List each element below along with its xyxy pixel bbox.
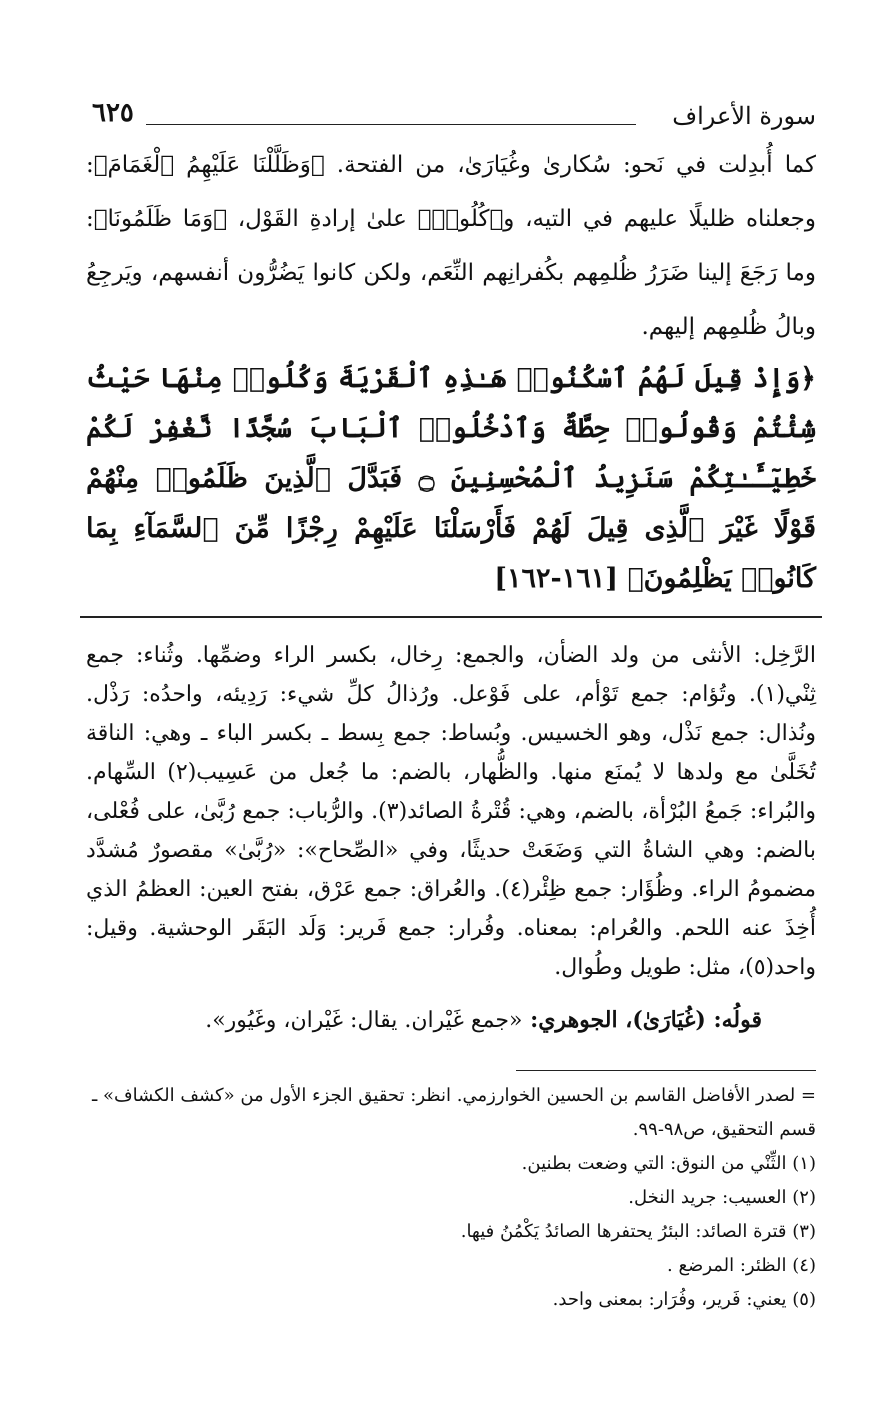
gloss-paragraph: الرَّخِل: الأنثى من ولد الضأن، والجمع: رِخال، بكسر الراء وضمِّها. وثُناء: جمع ثِنْي(١). وتُؤام: جمع تَوْأم، على فَوْعل. ورُذالُ كلِّ شيء: رَدِيئه، واحدُه: رَذْل. ونُذال: جمع نَذْل، وهو الخسيس. وبُساط: جمع بِسط ـ بكسر الباء ـ وهي: الناقة تُخَلَّىٰ مع ولدها لا يُمنَع منها. والظُّهار، بالضم: ما جُعل من عَسِيب(٢) السِّهام. والبُراء: جَمعُ البُرْأة، بالضم، وهي: قُتْرةُ الصائد(٣). والرُّباب: جمع رُبَّىٰ، على فُعْلى، بالضم: وهي الشاةُ التي وَضَعَتْ حديثًا، وفي «الصِّحاح»: «رُبَّىٰ» مقصورٌ مُشدَّد مضمومُ الراء. وظُؤَار: جمع ظِئْر(٤). والعُراق: جمع عَرْق، بفتح العين: العظمُ الذي أُخِذَ عنه اللحم. والعُرام: بمعناه. وفُرار: جمع فَرير: وَلَد البَقَر الوحشية. وقيل: واحد(٥)، مثل: طويل وطُوال. (86, 643, 816, 980)
quran-passage: ﴿وَإِذْ قِيلَ لَهُمُ ٱسْكُنُوا۟ هَـٰذِهِ ٱلْقَرْيَةَ وَكُلُوا۟ مِنْهَا حَيْثُ شِئْتُمْ وَقُولُوا۟ حِطَّةٌ وَٱدْخُلُوا۟ ٱلْبَابَ سُجَّدًا نَّغْفِرْ لَكُمْ خَطِيٓـَٔـٰتِكُمْ سَنَزِيدُ ٱلْمُحْسِنِينَ ۝ فَبَدَّلَ ٱلَّذِينَ ظَلَمُوا۟ مِنْهُمْ قَوْلًا غَيْرَ ٱلَّذِى قِيلَ لَهُمْ فَأَرْسَلْنَا عَلَيْهِمْ رِجْزًا مِّنَ ٱلسَّمَآءِ بِمَا كَانُوا۟ يَظْلِمُونَ﴾ (86, 363, 816, 594)
tafsir-paragraph: كما أُبدِلت في نَحو: سُكارىٰ وغُيَارَىٰ، من الفتحة. ﴿وَظَلَّلْنَا عَلَيْهِمُ ٱلْغَمَامَ﴾: وجعلناه ظليلًا عليهم في التيه، و﴿كُلُوا۟﴾ علىٰ إرادةِ القَوْل، ﴿وَمَا ظَلَمُونَا﴾: وما رَجَعَ إلينا ضَرَرُ ظُلمِهم بكُفرانِهم النِّعَم، ولكن كانوا يَضُرُّون أنفسهم، ويَرجِعُ وبالُ ظُلمِهم إليهم. (86, 152, 816, 340)
footnote-1: (١) الثِّنْي من النوق: التي وضعت بطنين. (521, 1153, 816, 1174)
footnote-continuation: = لصدر الأفاضل القاسم بن الحسين الخوارزمي. انظر: تحقيق الجزء الأول من «كشف الكشاف» ـ قسم التحقيق، ص٩٨-٩٩. (91, 1085, 816, 1140)
header-rule (146, 124, 636, 125)
footnote-2: (٢) العسيب: جريد النخل. (628, 1187, 816, 1208)
page-header (86, 96, 816, 138)
footnotes (86, 1079, 816, 1317)
qawluh-paragraph (86, 1001, 816, 1040)
quran-verse-range: [١٦١-١٦٢] (494, 563, 619, 594)
footnote-5: (٥) يعني: فَرير، وفُرَار: بمعنى واحد. (552, 1289, 816, 1310)
tafsir-section (86, 138, 816, 354)
page-number: ٦٢٥ (92, 98, 134, 128)
footnote-3: (٣) قترة الصائد: البئرُ يحتفرها الصائدُ يَكْمُنُ فيها. (460, 1221, 816, 1242)
gloss-section (86, 636, 816, 1040)
footnote-4: (٤) الظئر: المرضع . (667, 1255, 816, 1276)
surah-name: سورة الأعراف (672, 102, 816, 130)
footnote-divider (516, 1070, 816, 1071)
section-divider (80, 616, 822, 618)
quran-passage-block (86, 354, 816, 604)
qawluh-lead: قولُه: (غُيَارَىٰ)، الجوهري: (530, 1007, 762, 1033)
qawluh-quote: «جمع غَيْران. يقال: غَيْران، وغَيُور». (205, 1008, 523, 1033)
page (86, 96, 816, 1317)
